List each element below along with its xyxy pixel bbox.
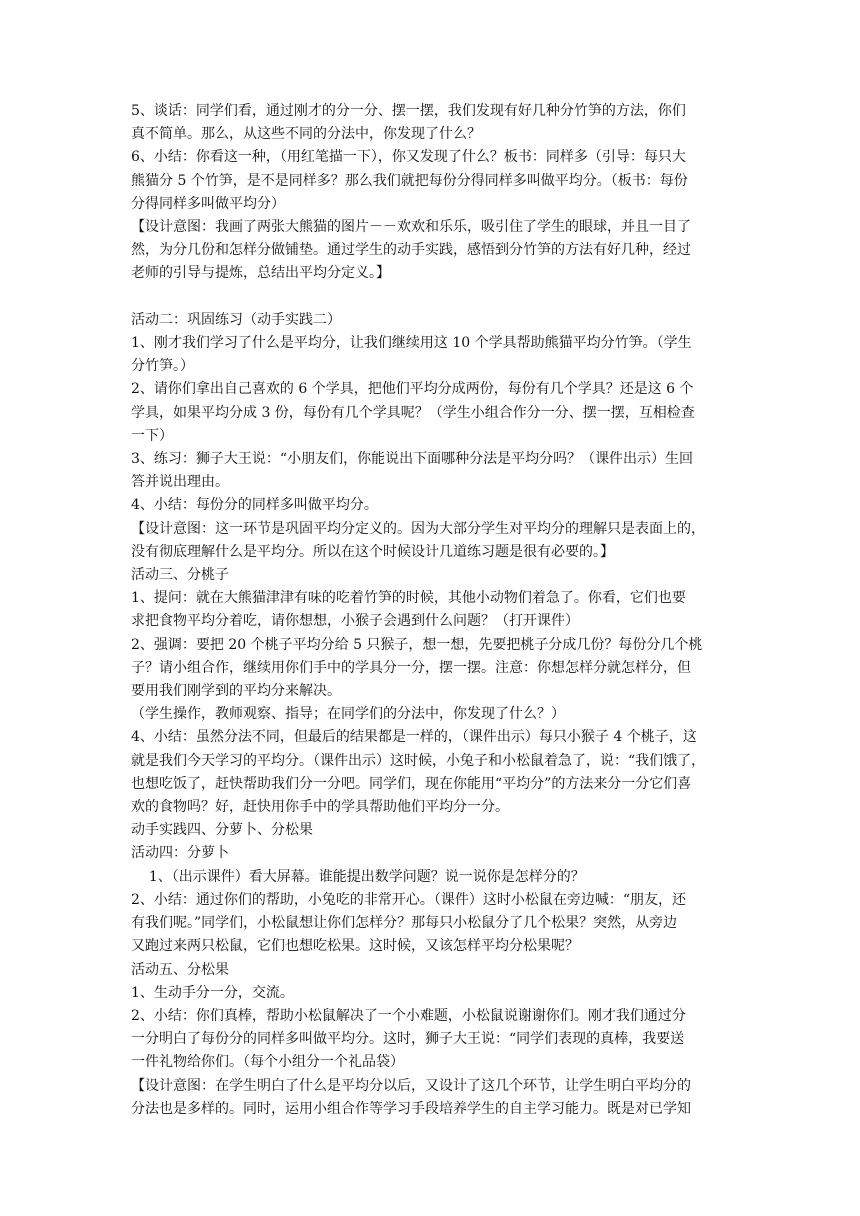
text-line: 4、小结：每份分的同样多叫做平均分。 (131, 497, 378, 514)
text-line: 就是我们今天学习的平均分。（课件出示）这时候，小兔子和小松鼠着急了，说：“我们饿了， (131, 752, 706, 769)
text-line: 分得同样多叫做平均分） (131, 195, 285, 212)
text-line: 2、小结：你们真棒，帮助小松鼠解决了一个小难题，小松鼠说谢谢你们。刚才我们通过分 (131, 1007, 686, 1024)
text-line: 欢的食物吗？好，赶快用你手中的学具帮助他们平均分一分。 (131, 799, 509, 816)
text-line: 老师的引导与提炼，总结出平均分定义。】 (131, 265, 390, 282)
text-line: 一件礼物给你们。（每个小组分一个礼品袋） (131, 1054, 404, 1071)
text-line: 5、谈话：同学们看，通过刚才的分一分、摆一摆，我们发现有好几种分竹笋的方法，你们 (131, 103, 686, 119)
text-line: 2、强调：要把 20 个桃子平均分给 5 只猴子，想一想，先要把桃子分成几份？每份分几个桃 (131, 636, 703, 653)
text-line: 【设计意图：这一环节是巩固平均分定义的。因为大部分学生对平均分的理解只是表面上的， (131, 520, 705, 537)
text-line: 2、请你们拿出自己喜欢的 6 个学具，把他们平均分成两份，每份有几个学具？还是这 6 个 (131, 381, 694, 398)
text-line: 4、小结：虽然分法不同，但最后的结果都是一样的，（课件出示）每只小猴子 4 个桃子，这 (131, 729, 697, 746)
text-line: 要用我们刚学到的平均分来解决。 (131, 683, 341, 700)
text-line: 没有彻底理解什么是平均分。所以在这个时候设计几道练习题是很有必要的。】 (131, 543, 614, 560)
text-line: 【设计意图：在学生明白了什么是平均分以后，又设计了这几个环节，让学生明白平均分的 (131, 1077, 691, 1094)
text-line: 动手实践四、分萝卜、分松果 (131, 822, 313, 839)
text-line: 2、小结：通过你们的帮助，小兔吃的非常开心。（课件）这时小松鼠在旁边喊：“朋友，还 (131, 891, 687, 908)
text-line: 分法也是多样的。同时，运用小组合作等学习手段培养学生的自主学习能力。既是对已学知 (131, 1100, 691, 1117)
text-line: 一下） (131, 427, 173, 444)
text-line: 子？请小组合作，继续用你们手中的学具分一分，摆一摆。注意：你想怎样分就怎样分，但 (131, 659, 691, 676)
text-line: 答并说出理由。 (131, 474, 229, 491)
text-line: （学生操作，教师观察、指导；在同学们的分法中，你发现了什么？） (131, 706, 565, 723)
text-line: 学具，如果平均分成 3 份，每份有几个学具呢？（学生小组合作分一分、摆一摆，互相检查 (131, 404, 695, 421)
text-line: 活动二：巩固练习（动手实践二） (131, 311, 341, 328)
text-line (131, 286, 731, 309)
text-line: 熊猫分 5 个竹笋，是不是同样多？那么我们就把每份分得同样多叫做平均分。（板书：每份 (131, 172, 688, 189)
text-line: 1、生动手分一分，交流。 (131, 984, 294, 1001)
text-line: 有我们呢。”同学们，小松鼠想让你们怎样分？那每只小松鼠分了几个松果？突然，从旁边 (131, 915, 678, 932)
text-line: 3、练习：狮子大王说：“小朋友们，你能说出下面哪种分法是平均分吗？（课件出示）生回 (131, 451, 694, 468)
text-line: 又跑过来两只松鼠，它们也想吃松果。这时候，又该怎样平均分松果呢？ (131, 938, 579, 955)
text-line: 【设计意图：我画了两张大熊猫的图片－－欢欢和乐乐，吸引住了学生的眼球，并且一目了 (131, 219, 691, 236)
text-line: 1、刚才我们学习了什么是平均分，让我们继续用这 10 个学具帮助熊猫平均分竹笋。（学生 (131, 335, 692, 352)
text-line: 然，为分几份和怎样分做铺垫。通过学生的动手实践，感悟到分竹笋的方法有好几种，经过 (131, 242, 691, 259)
text-line: 求把食物平均分着吃，请你想想，小猴子会遇到什么问题？（打开课件） (131, 613, 579, 630)
text-line: 分竹笋。） (131, 358, 194, 375)
text-line: 一分明白了每份分的同样多叫做平均分。这时，狮子大王说：“同学们表现的真棒，我要送 (131, 1031, 685, 1048)
text-line: 活动四：分萝卜 (131, 845, 229, 862)
text-line: 6、小结：你看这一种，（用红笔描一下），你又发现了什么？板书：同样多（引导：每只大 (131, 149, 686, 166)
text-line: 1、（出示课件）看大屏幕。谁能提出数学问题？说一说你是怎样分的？ (131, 868, 585, 885)
text-line: 真不简单。那么，从这些不同的分法中，你发现了什么？ (131, 126, 481, 143)
text-line: 活动三、分桃子 (131, 567, 229, 584)
text-line: 活动五、分松果 (131, 961, 229, 978)
text-line: 1、提问：就在大熊猫津津有味的吃着竹笋的时候，其他小动物们着急了。你看，它们也要 (131, 590, 686, 607)
text-line: 也想吃饭了，赶快帮助我们分一分吧。同学们，现在你能用“平均分”的方法来分一分它们喜 (131, 775, 692, 792)
document-body (131, 100, 731, 1121)
